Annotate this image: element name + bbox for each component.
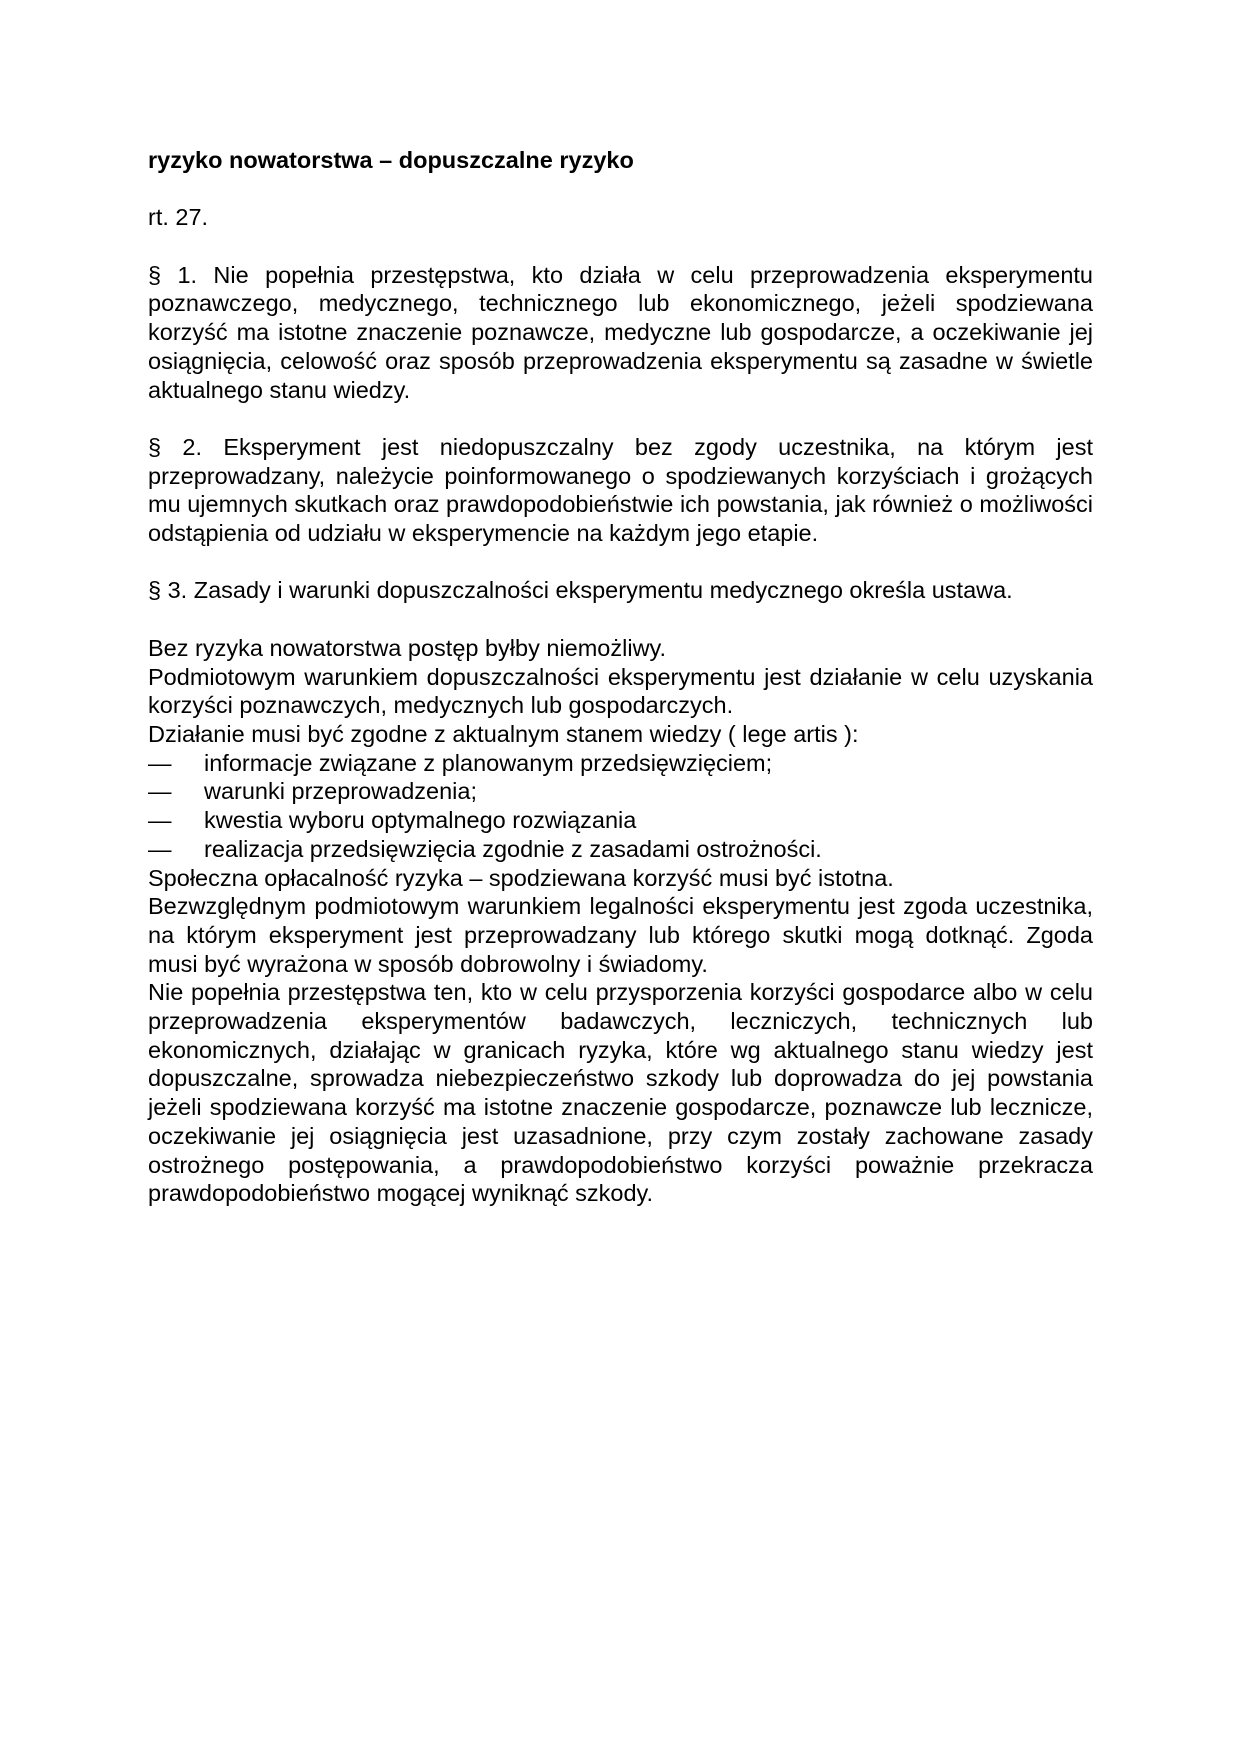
document-page xyxy=(148,146,1093,1208)
list-item xyxy=(148,749,1093,778)
list-item-text: kwestia wyboru optymalnego rozwiązania xyxy=(204,807,637,834)
paragraph-3: § 3. Zasady i warunki dopuszczalności eksperymentu medycznego określa ustawa. xyxy=(148,577,1013,604)
note-line: Podmiotowym warunkiem dopuszczalności eksperymentu jest działanie w celu uzyskania korzyści poznawczych, medycznych lub gospodarczych. xyxy=(148,663,1093,719)
note-line: Społeczna opłacalność ryzyka – spodziewana korzyść musi być istotna. xyxy=(148,864,894,891)
notes-section xyxy=(148,634,1093,1208)
list-item-text: warunki przeprowadzenia; xyxy=(204,778,478,805)
note-line: Nie popełnia przestępstwa ten, kto w celu przysporzenia korzyści gospodarce albo w celu przeprowadzenia eksperymentów badawczych, leczniczych, technicznych lub ekonomicznych, działając w granicach ryzyka, które wg aktualnego stanu wiedzy jest dopuszczalne, sprowadza niebezpieczeństwo szkody lub doprowadza do jej powstania jeżeli spodziewana korzyść ma istotne znaczenie gospodarcze, poznawcze lub lecznicze, oczekiwanie jej osiągnięcia jest uzasadnione, przy czym zostały zachowane zasady ostrożnego postępowania, a prawdopodobieństwo korzyści poważnie przekracza prawdopodobieństwo mogącej wyniknąć szkody. xyxy=(148,979,1093,1207)
dash-bullet: — xyxy=(148,807,172,834)
note-line: Bezwzględnym podmiotowym warunkiem legalności eksperymentu jest zgoda uczestnika, na którym eksperyment jest przeprowadzany lub którego skutki mogą dotknąć. Zgoda musi być wyrażona w sposób dobrowolny i świadomy. xyxy=(148,893,1093,977)
dash-list xyxy=(148,749,1093,864)
article-number: rt. 27. xyxy=(148,204,209,231)
list-item xyxy=(148,835,1093,864)
note-line: Działanie musi być zgodne z aktualnym stanem wiedzy ( lege artis ): xyxy=(148,720,859,747)
list-item xyxy=(148,777,1093,806)
list-item xyxy=(148,806,1093,835)
dash-bullet: — xyxy=(148,749,172,776)
list-item-text: informacje związane z planowanym przedsięwzięciem; xyxy=(204,749,773,776)
document-title: ryzyko nowatorstwa – dopuszczalne ryzyko xyxy=(148,147,634,173)
note-line: Bez ryzyka nowatorstwa postęp byłby niemożliwy. xyxy=(148,634,667,661)
dash-bullet: — xyxy=(148,778,172,805)
dash-bullet: — xyxy=(148,835,172,862)
paragraph-2: § 2. Eksperyment jest niedopuszczalny bez zgody uczestnika, na którym jest przeprowadzany, należycie poinformowanego o spodziewanych korzyściach i grożących mu ujemnych skutkach oraz prawdopodobieństwie ich powstania, jak również o możliwości odstąpienia od udziału w eksperymencie na każdym jego etapie. xyxy=(148,433,1093,547)
list-item-text: realizacja przedsięwzięcia zgodnie z zasadami ostrożności. xyxy=(204,835,822,862)
paragraph-1: § 1. Nie popełnia przestępstwa, kto działa w celu przeprowadzenia eksperymentu poznawczego, medycznego, technicznego lub ekonomicznego, jeżeli spodziewana korzyść ma istotne znaczenie poznawcze, medyczne lub gospodarcze, a oczekiwanie jej osiągnięcia, celowość oraz sposób przeprowadzenia eksperymentu są zasadne w świetle aktualnego stanu wiedzy. xyxy=(148,261,1093,403)
